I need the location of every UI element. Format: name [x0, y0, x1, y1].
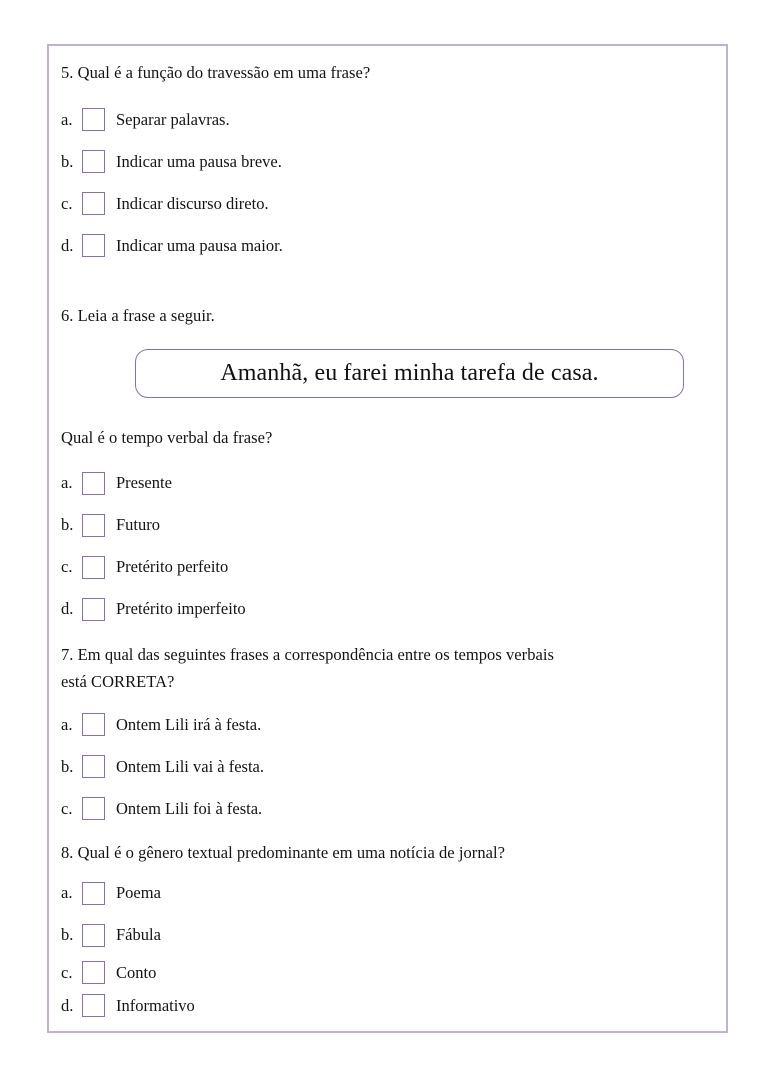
option-row[interactable]: [61, 788, 710, 830]
option-label: Informativo: [116, 995, 195, 1015]
question-block-8: [61, 840, 710, 1023]
option-letter: a.: [61, 109, 73, 129]
checkbox-icon[interactable]: [82, 598, 105, 621]
option-row[interactable]: [61, 956, 710, 989]
option-letter: c.: [61, 557, 73, 577]
option-row[interactable]: [61, 504, 710, 546]
option-row[interactable]: [61, 99, 710, 141]
option-label: Ontem Lili vai à festa.: [116, 756, 264, 776]
option-letter: d.: [61, 599, 74, 619]
question-8-prompt: 8. Qual é o gênero textual predominante em uma notícia de jornal?: [61, 842, 506, 862]
checkbox-icon[interactable]: [82, 994, 105, 1017]
option-label: Fábula: [116, 925, 161, 945]
option-letter: a.: [61, 473, 73, 493]
question-block-5: [61, 60, 710, 267]
option-row[interactable]: [61, 989, 710, 1022]
question-8-options: [61, 872, 710, 1022]
checkbox-icon[interactable]: [82, 472, 105, 495]
question-5-options: [61, 99, 710, 267]
option-letter: b.: [61, 756, 74, 776]
checkbox-icon[interactable]: [82, 961, 105, 984]
question-6-subprompt: Qual é o tempo verbal da frase?: [61, 428, 273, 448]
option-label: Pretérito imperfeito: [116, 599, 246, 619]
option-label: Conto: [116, 962, 157, 982]
option-letter: c.: [61, 962, 73, 982]
option-label: Indicar discurso direto.: [116, 193, 269, 213]
option-label: Presente: [116, 473, 172, 493]
option-label: Indicar uma pausa maior.: [116, 235, 283, 255]
question-7-prompt-line2: está CORRETA?: [61, 671, 175, 691]
question-7-prompt-line1: 7. Em qual das seguintes frases a correspondência entre os tempos verbais: [61, 645, 554, 665]
checkbox-icon[interactable]: [82, 882, 105, 905]
option-letter: d.: [61, 235, 74, 255]
checkbox-icon[interactable]: [82, 755, 105, 778]
option-letter: b.: [61, 925, 74, 945]
option-letter: c.: [61, 798, 73, 818]
option-row[interactable]: [61, 183, 710, 225]
checkbox-icon[interactable]: [82, 234, 105, 257]
option-letter: a.: [61, 883, 73, 903]
question-6-prompt: 6. Leia a frase a seguir.: [61, 305, 215, 325]
option-row[interactable]: [61, 872, 710, 914]
option-row[interactable]: [61, 225, 710, 267]
option-label: Separar palavras.: [116, 109, 230, 129]
option-label: Futuro: [116, 515, 161, 535]
checkbox-icon[interactable]: [82, 924, 105, 947]
question-7-prompt: [61, 642, 710, 695]
checkbox-icon[interactable]: [82, 514, 105, 537]
option-row[interactable]: [61, 141, 710, 183]
question-5-prompt: 5. Qual é a função do travessão em uma frase?: [61, 63, 371, 82]
option-row[interactable]: [61, 914, 710, 956]
question-6-quote-text: Amanhã, eu farei minha tarefa de casa.: [220, 360, 599, 387]
question-7-options: [61, 704, 710, 830]
checkbox-icon[interactable]: [82, 556, 105, 579]
option-letter: a.: [61, 714, 73, 734]
option-row[interactable]: [61, 462, 710, 504]
checkbox-icon[interactable]: [82, 797, 105, 820]
option-label: Pretérito perfeito: [116, 557, 229, 577]
option-label: Ontem Lili irá à festa.: [116, 714, 262, 734]
checkbox-icon[interactable]: [82, 713, 105, 736]
option-letter: d.: [61, 995, 74, 1015]
option-letter: b.: [61, 515, 74, 535]
option-letter: b.: [61, 151, 74, 171]
option-row[interactable]: [61, 704, 710, 746]
question-block-6: [61, 303, 710, 630]
question-6-quote-box: [135, 349, 684, 398]
option-label: Poema: [116, 883, 161, 903]
checkbox-icon[interactable]: [82, 192, 105, 215]
option-row[interactable]: [61, 746, 710, 788]
option-letter: c.: [61, 193, 73, 213]
option-row[interactable]: [61, 588, 710, 630]
checkbox-icon[interactable]: [82, 108, 105, 131]
question-6-options: [61, 462, 710, 630]
option-label: Ontem Lili foi à festa.: [116, 798, 263, 818]
worksheet-page-frame: [47, 44, 728, 1033]
question-block-7: [61, 642, 710, 829]
option-label: Indicar uma pausa breve.: [116, 151, 282, 171]
option-row[interactable]: [61, 546, 710, 588]
checkbox-icon[interactable]: [82, 150, 105, 173]
